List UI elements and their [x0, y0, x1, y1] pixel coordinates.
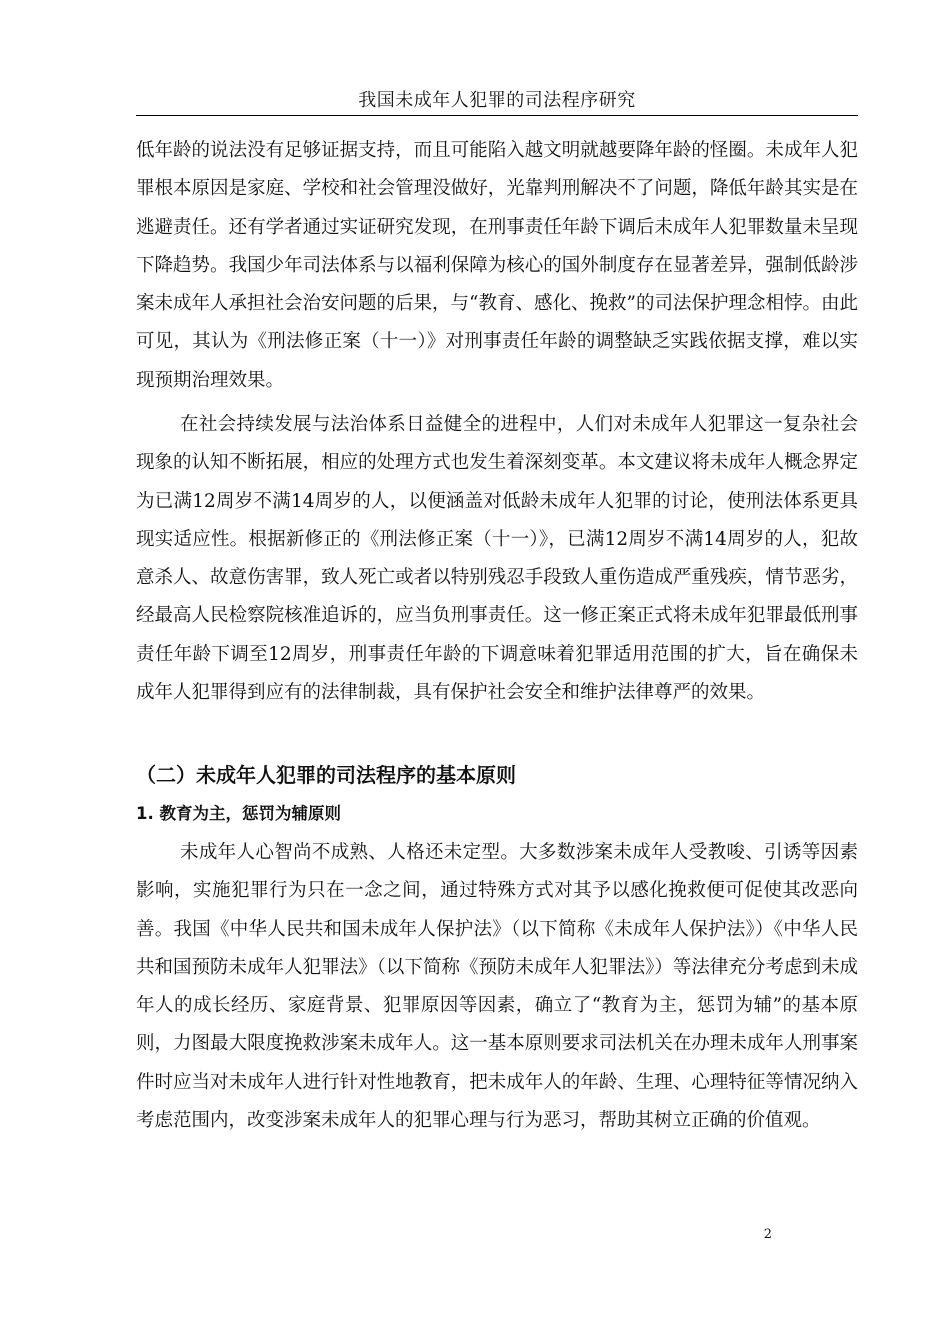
body-paragraph-2: 在社会持续发展与法治体系日益健全的进程中，人们对未成年人犯罪这一复杂社会现象的认知不断拓展，相应的处理方式也发生着深刻变革。本文建议将未成年人概念界定为已满12周岁不满14周岁的人，以便涵盖对低龄未成年人犯罪的讨论，使刑法体系更具现实适应性。根据新修正的《刑法修正案（十一）》，已满12周岁不满14周岁的人，犯故意杀人、故意伤害罪，致人死亡或者以特别残忍手段致人重伤造成严重残疾，情节恶劣，经最高人民检察院核准追诉的，应当负刑事责任。这一修正案正式将未成年犯罪最低刑事责任年龄下调至12周岁，刑事责任年龄的下调意味着犯罪适用范围的扩大，旨在确保未成年人犯罪得到应有的法律制裁，具有保护社会安全和维护法律尊严的效果。 [136, 414, 858, 704]
section-heading: （二）未成年人犯罪的司法程序的基本原则 [136, 763, 516, 787]
body-paragraph-3: 未成年人心智尚不成熟、人格还未定型。大多数涉案未成年人受教唆、引诱等因素影响，实施犯罪行为只在一念之间，通过特殊方式对其予以感化挽救便可促使其改恶向善。我国《中华人民共和国未成年人保护法》（以下简称《未成年人保护法》）《中华人民共和国预防未成年人犯罪法》（以下简称《预防未成年人犯罪法》）等法律充分考虑到未成年人的成长经历、家庭背景、犯罪原因等因素，确立了“教育为主，惩罚为辅”的基本原则，力图最大限度挽救涉案未成年人。这一基本原则要求司法机关在办理未成年人刑事案件时应当对未成年人进行针对性地教育，把未成年人的年龄、生理、心理特征等情况纳入考虑范围内，改变涉案未成年人的犯罪心理与行为恶习，帮助其树立正确的价值观。 [136, 842, 858, 1132]
body-paragraph-1: 低年龄的说法没有足够证据支持，而且可能陷入越文明就越要降年龄的怪圈。未成年人犯罪根本原因是家庭、学校和社会管理没做好，光靠判刑解决不了问题，降低年龄其实是在逃避责任。还有学者通过实证研究发现，在刑事责任年龄下调后未成年人犯罪数量未呈现下降趋势。我国少年司法体系与以福利保障为核心的国外制度存在显著差异，强制低龄涉案未成年人承担社会治安问题的后果，与“教育、感化、挽救”的司法保护理念相悖。由此可见，其认为《刑法修正案（十一）》对刑事责任年龄的调整缺乏实践依据支撑，难以实现预期治理效果。 [136, 140, 858, 391]
running-header: 我国未成年人犯罪的司法程序研究 [358, 90, 636, 111]
subsection-heading: 1. 教育为主，惩罚为辅原则 [136, 804, 341, 823]
page-number: 2 [763, 1227, 772, 1242]
header-rule [136, 115, 858, 116]
